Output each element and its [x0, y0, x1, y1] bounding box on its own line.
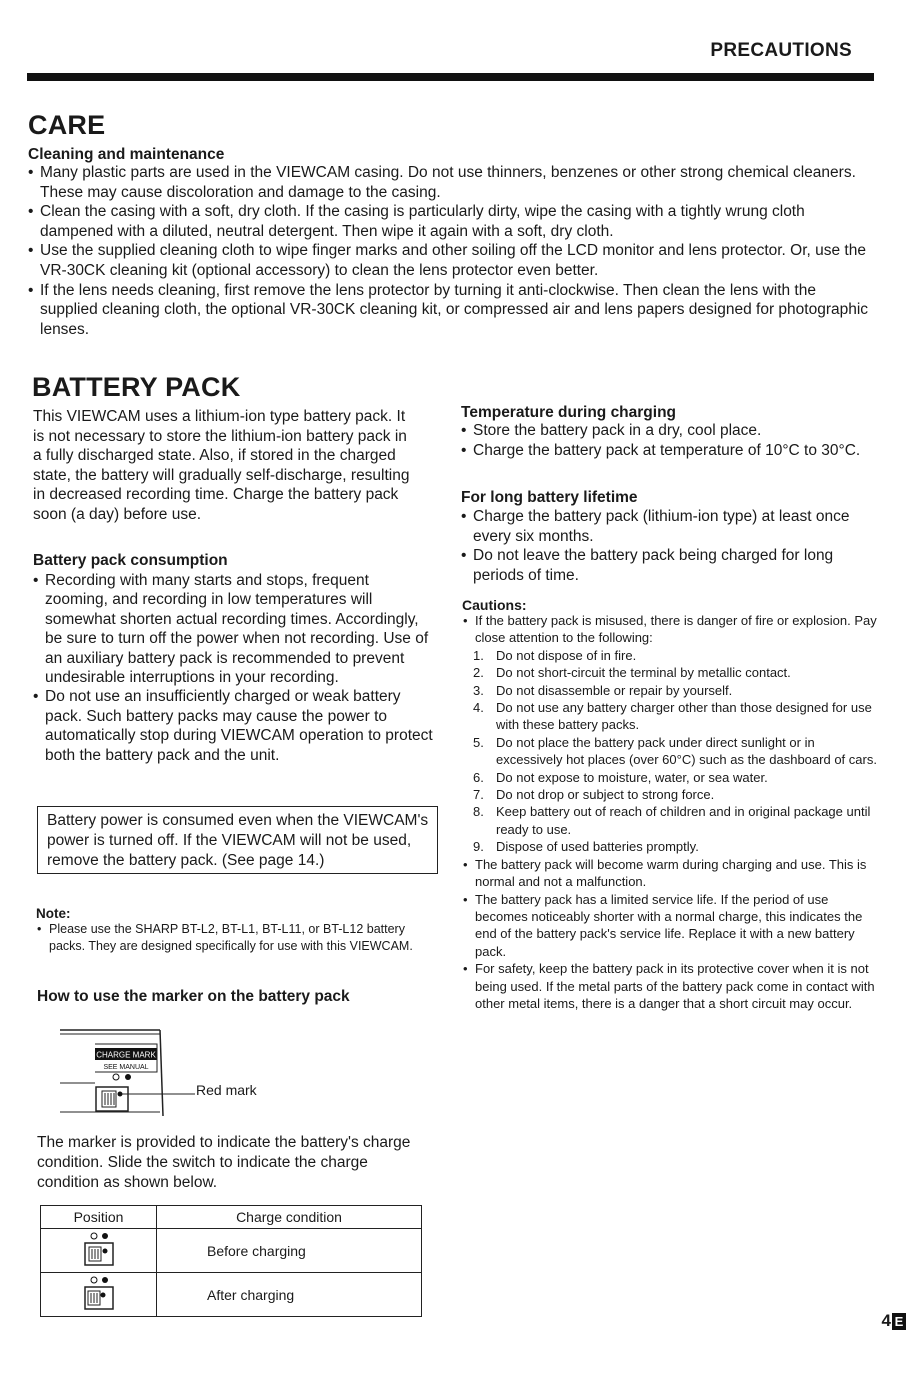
header-rule	[27, 73, 874, 81]
see-manual-label: SEE MANUAL	[103, 1064, 149, 1071]
charge-condition-table	[40, 1205, 422, 1317]
list-item: • Store the battery pack in a dry, cool place.	[461, 421, 881, 441]
consumption-list	[33, 571, 433, 765]
cleaning-subtitle: Cleaning and maintenance	[28, 146, 225, 163]
list-item: 3. Do not disassemble or repair by yourself.	[473, 682, 733, 698]
list-item: • If the battery pack is misused, there is danger of fire or explosion. Pay close attention to the following:	[463, 612, 881, 647]
list-item: 4. Do not use any battery charger other than those designed for use with these battery packs.	[473, 700, 872, 733]
page-header-title: PRECAUTIONS	[710, 40, 852, 61]
list-item: 1. Do not dispose of in fire.	[473, 647, 637, 663]
condition-cell: Before charging	[157, 1229, 422, 1273]
battery-intro: This VIEWCAM uses a lithium-ion type battery pack. It is not necessary to store the lithium-ion battery pack in a fully discharged state. Also, if stored in the charged state, the battery will gradually self-discharge, resulting in decreased recording time. Charge the battery pack soon (a day) before use.	[33, 408, 410, 523]
list-item: • Use the supplied cleaning cloth to wipe finger marks and other soiling off the LCD monitor and lens protector. Or, use the VR-30CK cleaning kit (optional accessory) to clean the lens protector even better.	[28, 241, 878, 280]
care-list	[28, 163, 878, 339]
table-row	[41, 1229, 422, 1273]
care-title: CARE	[28, 110, 106, 140]
list-item: • If the lens needs cleaning, first remove the lens protector by turning it anti-clockwise. Then clean the lens with the supplied cleaning cloth, the optional VR-30CK cleaning kit, or compressed air and lens papers designed for photographic lenses.	[28, 281, 878, 340]
position-before-icon	[41, 1229, 157, 1273]
battery-marker-illustration	[40, 1020, 340, 1120]
list-item: 2. Do not short-circuit the terminal by metallic contact.	[473, 665, 791, 681]
temperature-heading: Temperature during charging	[461, 404, 677, 421]
list-item: 7. Do not drop or subject to strong force.	[473, 787, 715, 803]
marker-description: The marker is provided to indicate the battery's charge condition. Slide the switch to indicate the charge condition as shown below.	[37, 1134, 411, 1191]
note-list	[37, 921, 427, 955]
list-item: • The battery pack will become warm during charging and use. This is normal and not a malfunction.	[463, 856, 881, 891]
list-item: • Many plastic parts are used in the VIEWCAM casing. Do not use thinners, benzenes or other strong chemical cleaners. These may cause discoloration and damage to the casing.	[28, 163, 878, 202]
list-item: 8. Keep battery out of reach of children and in original package until ready to use.	[473, 804, 871, 837]
lifetime-list	[461, 507, 881, 585]
page-number	[882, 1311, 906, 1331]
list-item: • Recording with many starts and stops, frequent zooming, and recording in low temperatures will somewhat shorten actual recording times. Accordingly, be sure to turn off the power when not recording. Use of an auxiliary battery pack is recommended to prevent undesirable interruptions in your recording.	[33, 571, 433, 687]
charge-mark-label: CHARGE MARK	[96, 1050, 156, 1060]
list-item: 5. Do not place the battery pack under direct sunlight or in excessively hot places (over 60°C) such as the dashboard of cars.	[473, 734, 877, 768]
position-after-icon	[41, 1273, 157, 1317]
list-item: • Charge the battery pack (lithium-ion type) at least once every six months.	[461, 507, 881, 546]
table-row	[41, 1273, 422, 1317]
language-badge: E	[892, 1313, 906, 1330]
condition-cell: After charging	[157, 1273, 422, 1317]
cautions-list	[463, 612, 881, 1012]
temperature-list	[461, 421, 881, 460]
table-header-position: Position	[41, 1206, 157, 1229]
list-item: • Do not use an insufficiently charged or weak battery pack. Such battery packs may cause the power to automatically stop during VIEWCAM operation to protect both the battery pack and the unit.	[33, 687, 433, 765]
cautions-heading: Cautions:	[462, 597, 527, 613]
marker-heading: How to use the marker on the battery pack	[37, 988, 350, 1005]
lifetime-heading: For long battery lifetime	[461, 489, 638, 506]
cautions-numbered-list	[463, 647, 881, 856]
red-mark-label: Red mark	[196, 1082, 257, 1098]
table-header-condition: Charge condition	[157, 1206, 422, 1229]
list-item: • Clean the casing with a soft, dry cloth. If the casing is particularly dirty, wipe the casing with a tightly wrung cloth dampened with a diluted, neutral detergent. Then wipe it again with a soft, dry cloth.	[28, 202, 878, 241]
list-item: • Charge the battery pack at temperature of 10°C to 30°C.	[461, 441, 881, 461]
consumption-heading: Battery pack consumption	[33, 552, 228, 569]
list-item: • For safety, keep the battery pack in its protective cover when it is not being used. If the metal parts of the battery pack come in contact with other metal items, there is a danger that a short circuit may occur.	[463, 960, 881, 1012]
power-notice-box: Battery power is consumed even when the VIEWCAM's power is turned off. If the VIEWCAM will not be used, remove the battery pack. (See page 14.)	[37, 806, 438, 874]
page-number-value: 4	[881, 1311, 891, 1330]
list-item: • The battery pack has a limited service life. If the period of use becomes noticeably shorter with a normal charge, this indicates the end of the battery pack's service life. Replace it with a new battery pack.	[463, 891, 881, 961]
list-item: 9. Dispose of used batteries promptly.	[473, 839, 699, 855]
note-heading: Note:	[36, 906, 71, 921]
battery-pack-title: BATTERY PACK	[32, 372, 241, 402]
list-item: • Do not leave the battery pack being charged for long periods of time.	[461, 546, 881, 585]
list-item: • Please use the SHARP BT-L2, BT-L1, BT-L11, or BT-L12 battery packs. They are designed specifically for use with this VIEWCAM.	[37, 921, 427, 955]
list-item: 6. Do not expose to moisture, water, or sea water.	[473, 769, 768, 785]
